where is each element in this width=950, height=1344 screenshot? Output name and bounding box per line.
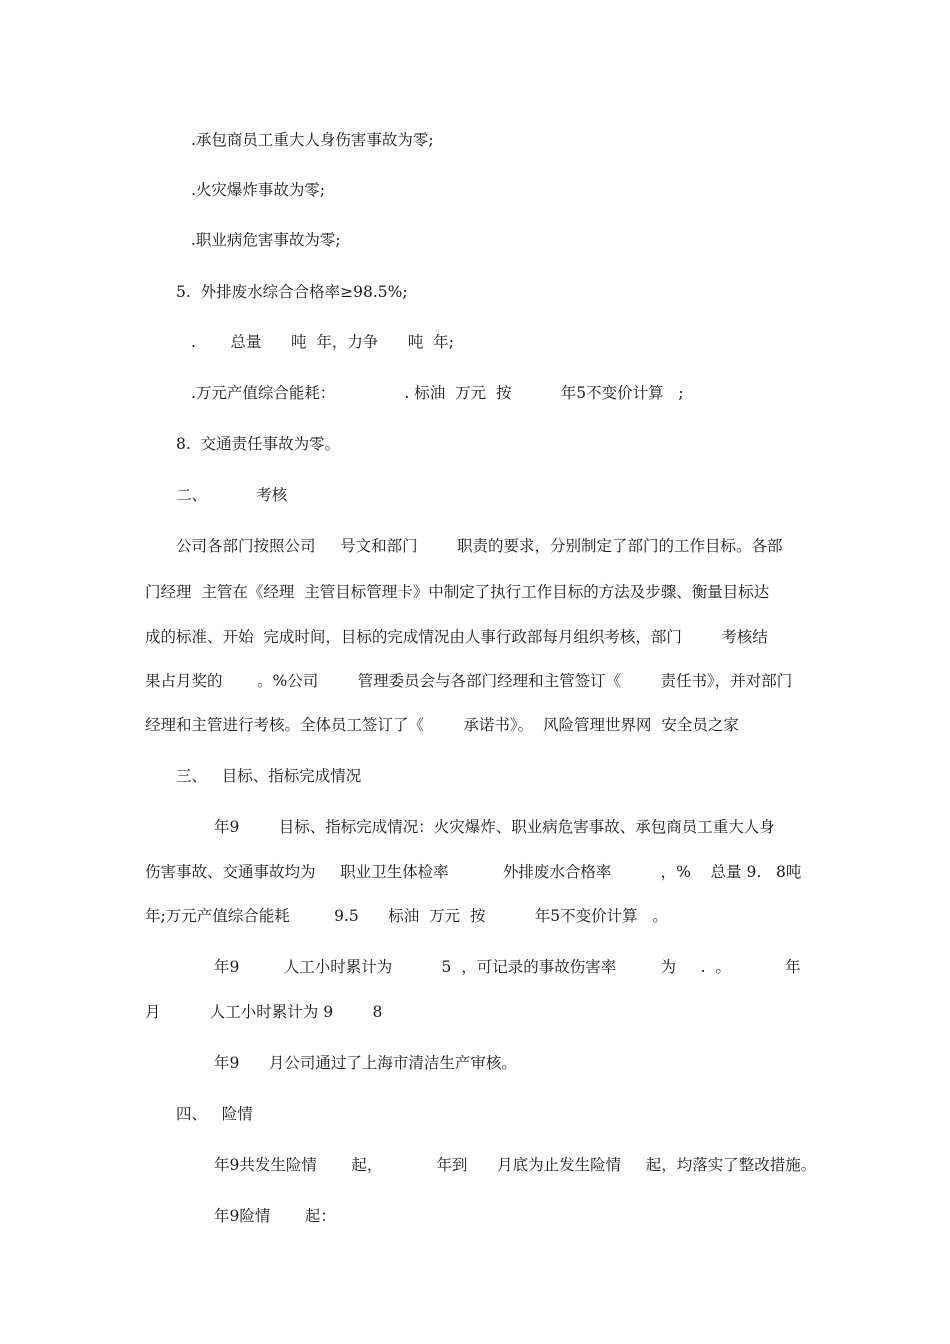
text-line: . 总量 吨 年，力争 吨 年; <box>191 333 454 351</box>
text-line: 成的标准、开始 完成时间，目标的完成情况由人事行政部每月组织考核，部门 考核结 <box>145 628 768 646</box>
section-heading: 四、 险情 <box>176 1105 253 1123</box>
section-heading: 二、 考核 <box>176 486 288 504</box>
text-line: 月 人工小时累计为 9 8 <box>145 1003 383 1021</box>
text-line: 经理和主管进行考核。全体员工签订了《 承诺书》。 风险管理世界网 安全员之家 <box>145 716 739 734</box>
text-line: .火灾爆炸事故为零; <box>191 181 326 199</box>
text-line: 果占月奖的 。%公司 管理委员会与各部门经理和主管签订《 责任书》，并对部门 <box>145 672 793 690</box>
text-line: 年;万元产值综合能耗 9.5 标油 万元 按 年5不变价计算 。 <box>145 907 668 925</box>
text-line: 年9共发生险情 起， 年到 月底为止发生险情 起，均落实了整改措施。 <box>214 1156 817 1174</box>
text-line: 年9险情 起： <box>214 1207 336 1225</box>
text-line: .职业病危害事故为零; <box>191 231 341 249</box>
text-line: 5. 外排废水综合合格率≥98.5%; <box>176 283 408 301</box>
text-line: 8. 交通责任事故为零。 <box>176 435 341 453</box>
text-line: .万元产值综合能耗： . 标油 万元 按 年5不变价计算 ; <box>191 384 684 402</box>
text-line: 年9 月公司通过了上海市清洁生产审核。 <box>214 1054 517 1072</box>
text-line: 年9 目标、指标完成情况：火灾爆炸、职业病危害事故、承包商员工重大人身 <box>214 818 775 836</box>
text-line: 伤害事故、交通事故均为 职业卫生体检率 外排废水合格率 ，% 总量 9. 8吨 <box>145 863 802 881</box>
text-line: 年9 人工小时累计为 5 ，可记录的事故伤害率 为 . 。 年 <box>214 958 801 976</box>
section-heading: 三、 目标、指标完成情况 <box>176 767 362 785</box>
text-line: .承包商员工重大人身伤害事故为零; <box>191 131 434 149</box>
text-line: 门经理 主管在《经理 主管目标管理卡》中制定了执行工作目标的方法及步骤、衡量目标达 <box>145 583 770 601</box>
text-line: 公司各部门按照公司 号文和部门 职责的要求，分别制定了部门的工作目标。各部 <box>176 537 783 555</box>
